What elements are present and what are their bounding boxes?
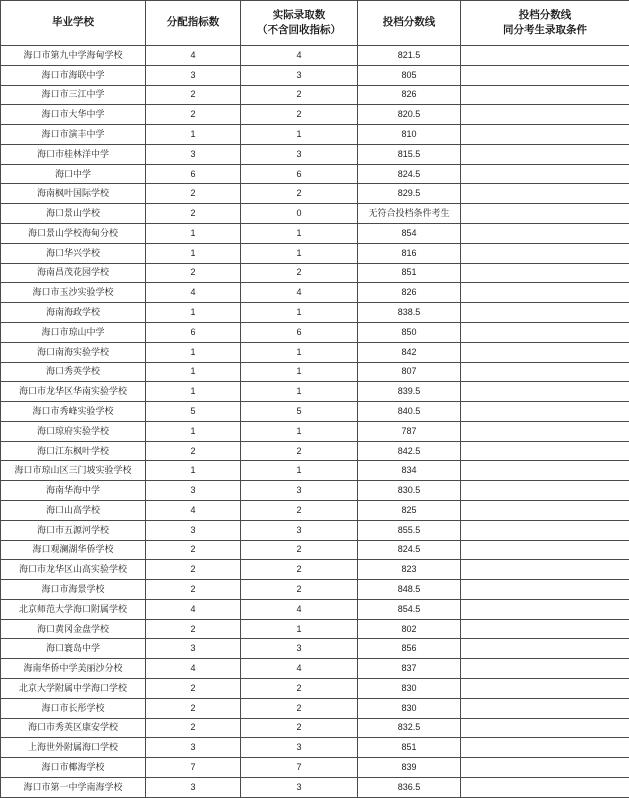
admitted-cell: 1 — [241, 342, 358, 362]
quota-cell: 2 — [146, 619, 241, 639]
table-row — [1, 362, 629, 382]
quota-cell: 1 — [146, 461, 241, 481]
score-cell: 829.5 — [358, 184, 461, 204]
school-cell: 海口市琼山中学 — [1, 322, 146, 342]
admitted-cell: 7 — [241, 758, 358, 778]
table-row — [1, 718, 629, 738]
quota-cell: 6 — [146, 322, 241, 342]
school-cell: 海口寰岛中学 — [1, 639, 146, 659]
table-row — [1, 322, 629, 342]
quota-cell: 5 — [146, 402, 241, 422]
condition-cell — [461, 322, 629, 342]
table-row — [1, 65, 629, 85]
quota-cell: 4 — [146, 46, 241, 66]
table-row — [1, 679, 629, 699]
quota-cell: 3 — [146, 520, 241, 540]
quota-cell: 2 — [146, 441, 241, 461]
table-row — [1, 204, 629, 224]
score-cell: 826 — [358, 283, 461, 303]
score-cell: 839 — [358, 758, 461, 778]
condition-cell — [461, 738, 629, 758]
score-cell: 826 — [358, 85, 461, 105]
score-cell: 850 — [358, 322, 461, 342]
table-row — [1, 540, 629, 560]
admitted-cell: 4 — [241, 46, 358, 66]
condition-cell — [461, 382, 629, 402]
score-cell: 856 — [358, 639, 461, 659]
school-cell: 海南华海中学 — [1, 481, 146, 501]
condition-cell — [461, 619, 629, 639]
condition-cell — [461, 540, 629, 560]
condition-cell — [461, 263, 629, 283]
condition-cell — [461, 85, 629, 105]
admitted-cell: 1 — [241, 619, 358, 639]
score-cell: 839.5 — [358, 382, 461, 402]
column-header-quota: 分配指标数 — [146, 1, 241, 46]
admitted-cell: 1 — [241, 243, 358, 263]
admitted-cell: 4 — [241, 659, 358, 679]
admitted-cell: 2 — [241, 540, 358, 560]
quota-cell: 3 — [146, 777, 241, 797]
quota-cell: 2 — [146, 540, 241, 560]
table-row — [1, 303, 629, 323]
table-body — [1, 46, 629, 798]
table-row — [1, 402, 629, 422]
condition-cell — [461, 224, 629, 244]
quota-cell: 2 — [146, 184, 241, 204]
score-cell: 805 — [358, 65, 461, 85]
school-cell: 海口市桂林洋中学 — [1, 144, 146, 164]
school-cell: 海口市海景学校 — [1, 580, 146, 600]
school-cell: 海口市龙华区华南实验学校 — [1, 382, 146, 402]
admitted-cell: 3 — [241, 481, 358, 501]
school-cell: 海南昌茂花园学校 — [1, 263, 146, 283]
school-cell: 海口秀英学校 — [1, 362, 146, 382]
condition-cell — [461, 283, 629, 303]
score-cell: 855.5 — [358, 520, 461, 540]
column-header-score: 投档分数线 — [358, 1, 461, 46]
table-row — [1, 580, 629, 600]
table-row — [1, 105, 629, 125]
quota-cell: 2 — [146, 263, 241, 283]
school-cell: 海口市五源河学校 — [1, 520, 146, 540]
quota-cell: 2 — [146, 105, 241, 125]
admitted-cell: 1 — [241, 421, 358, 441]
score-cell: 824.5 — [358, 540, 461, 560]
quota-cell: 1 — [146, 125, 241, 145]
score-cell: 无符合投档条件考生 — [358, 204, 461, 224]
admitted-cell: 2 — [241, 718, 358, 738]
condition-cell — [461, 164, 629, 184]
score-cell: 854 — [358, 224, 461, 244]
quota-cell: 6 — [146, 164, 241, 184]
quota-cell: 1 — [146, 382, 241, 402]
table-row — [1, 243, 629, 263]
condition-cell — [461, 461, 629, 481]
table-row — [1, 599, 629, 619]
table-row — [1, 85, 629, 105]
table-row — [1, 500, 629, 520]
admitted-cell: 2 — [241, 580, 358, 600]
condition-cell — [461, 500, 629, 520]
score-cell: 825 — [358, 500, 461, 520]
score-cell: 834 — [358, 461, 461, 481]
score-cell: 823 — [358, 560, 461, 580]
quota-cell: 2 — [146, 560, 241, 580]
admitted-cell: 2 — [241, 85, 358, 105]
table-row — [1, 164, 629, 184]
admitted-cell: 6 — [241, 322, 358, 342]
score-cell: 787 — [358, 421, 461, 441]
score-cell: 854.5 — [358, 599, 461, 619]
school-cell: 海口江东枫叶学校 — [1, 441, 146, 461]
table-row — [1, 125, 629, 145]
school-cell: 海口市大华中学 — [1, 105, 146, 125]
school-cell: 海口景山学校 — [1, 204, 146, 224]
table-row — [1, 659, 629, 679]
score-cell: 830 — [358, 698, 461, 718]
condition-cell — [461, 184, 629, 204]
score-cell: 810 — [358, 125, 461, 145]
admitted-cell: 2 — [241, 560, 358, 580]
school-cell: 海口观澜湖华侨学校 — [1, 540, 146, 560]
score-cell: 842 — [358, 342, 461, 362]
condition-cell — [461, 46, 629, 66]
quota-cell: 4 — [146, 283, 241, 303]
quota-cell: 3 — [146, 481, 241, 501]
score-cell: 830 — [358, 679, 461, 699]
table-row — [1, 46, 629, 66]
school-cell: 海口市三江中学 — [1, 85, 146, 105]
school-cell: 海口中学 — [1, 164, 146, 184]
quota-cell: 3 — [146, 738, 241, 758]
school-cell: 海口山高学校 — [1, 500, 146, 520]
quota-cell: 3 — [146, 144, 241, 164]
condition-cell — [461, 144, 629, 164]
admitted-cell: 3 — [241, 65, 358, 85]
table-row — [1, 619, 629, 639]
score-cell: 821.5 — [358, 46, 461, 66]
admitted-cell: 1 — [241, 125, 358, 145]
table-row — [1, 342, 629, 362]
table-row — [1, 441, 629, 461]
condition-cell — [461, 362, 629, 382]
table-row — [1, 283, 629, 303]
condition-cell — [461, 441, 629, 461]
admitted-cell: 2 — [241, 184, 358, 204]
condition-cell — [461, 679, 629, 699]
school-cell: 海口市第一中学南海学校 — [1, 777, 146, 797]
admitted-cell: 3 — [241, 738, 358, 758]
school-cell: 海口市琼山区三门坡实验学校 — [1, 461, 146, 481]
score-cell: 824.5 — [358, 164, 461, 184]
quota-cell: 2 — [146, 698, 241, 718]
table-row — [1, 224, 629, 244]
table-row — [1, 461, 629, 481]
quota-cell: 4 — [146, 599, 241, 619]
admitted-cell: 3 — [241, 639, 358, 659]
school-cell: 海口市秀峰实验学校 — [1, 402, 146, 422]
score-cell: 836.5 — [358, 777, 461, 797]
school-cell: 海口市第九中学海甸学校 — [1, 46, 146, 66]
admitted-cell: 1 — [241, 224, 358, 244]
table-row — [1, 698, 629, 718]
school-cell: 海口市秀英区康安学校 — [1, 718, 146, 738]
quota-cell: 1 — [146, 362, 241, 382]
quota-cell: 1 — [146, 342, 241, 362]
condition-cell — [461, 520, 629, 540]
column-header-admitted: 实际录取数 （不含回收指标） — [241, 1, 358, 46]
school-cell: 海南海政学校 — [1, 303, 146, 323]
quota-cell: 7 — [146, 758, 241, 778]
quota-cell: 2 — [146, 580, 241, 600]
condition-cell — [461, 659, 629, 679]
quota-cell: 4 — [146, 659, 241, 679]
condition-cell — [461, 65, 629, 85]
condition-cell — [461, 125, 629, 145]
school-cell: 海口市玉沙实验学校 — [1, 283, 146, 303]
table-row — [1, 560, 629, 580]
condition-cell — [461, 342, 629, 362]
quota-cell: 3 — [146, 639, 241, 659]
table-row — [1, 144, 629, 164]
table-row — [1, 520, 629, 540]
score-cell: 851 — [358, 263, 461, 283]
quota-cell: 2 — [146, 718, 241, 738]
admitted-cell: 2 — [241, 441, 358, 461]
score-cell: 807 — [358, 362, 461, 382]
score-cell: 815.5 — [358, 144, 461, 164]
quota-cell: 2 — [146, 679, 241, 699]
score-cell: 842.5 — [358, 441, 461, 461]
admitted-cell: 2 — [241, 500, 358, 520]
table-head — [1, 1, 629, 46]
condition-cell — [461, 105, 629, 125]
quota-cell: 1 — [146, 421, 241, 441]
score-cell: 851 — [358, 738, 461, 758]
condition-cell — [461, 758, 629, 778]
school-cell: 海口黄冈金盘学校 — [1, 619, 146, 639]
score-cell: 837 — [358, 659, 461, 679]
score-cell: 830.5 — [358, 481, 461, 501]
score-cell: 802 — [358, 619, 461, 639]
condition-cell — [461, 599, 629, 619]
school-cell: 北京师范大学海口附属学校 — [1, 599, 146, 619]
column-header-school: 毕业学校 — [1, 1, 146, 46]
school-cell: 海口华兴学校 — [1, 243, 146, 263]
admitted-cell: 0 — [241, 204, 358, 224]
admitted-cell: 2 — [241, 263, 358, 283]
school-cell: 海南枫叶国际学校 — [1, 184, 146, 204]
table-row — [1, 421, 629, 441]
column-header-condition: 投档分数线 同分考生录取条件 — [461, 1, 629, 46]
school-cell: 北京大学附属中学海口学校 — [1, 679, 146, 699]
condition-cell — [461, 303, 629, 323]
table-row — [1, 184, 629, 204]
school-cell: 海口南海实验学校 — [1, 342, 146, 362]
school-cell: 海口市海联中学 — [1, 65, 146, 85]
score-cell: 848.5 — [358, 580, 461, 600]
condition-cell — [461, 204, 629, 224]
admitted-cell: 1 — [241, 303, 358, 323]
condition-cell — [461, 580, 629, 600]
school-cell: 海南华侨中学美丽沙分校 — [1, 659, 146, 679]
admitted-cell: 3 — [241, 777, 358, 797]
table-row — [1, 639, 629, 659]
school-cell: 海口景山学校海甸分校 — [1, 224, 146, 244]
score-cell: 838.5 — [358, 303, 461, 323]
condition-cell — [461, 560, 629, 580]
admitted-cell: 1 — [241, 461, 358, 481]
quota-cell: 1 — [146, 303, 241, 323]
school-cell: 海口市演丰中学 — [1, 125, 146, 145]
quota-cell: 1 — [146, 243, 241, 263]
admitted-cell: 5 — [241, 402, 358, 422]
quota-cell: 3 — [146, 65, 241, 85]
table-row — [1, 382, 629, 402]
admitted-cell: 4 — [241, 599, 358, 619]
condition-cell — [461, 777, 629, 797]
condition-cell — [461, 718, 629, 738]
condition-cell — [461, 698, 629, 718]
admitted-cell: 1 — [241, 382, 358, 402]
admitted-cell: 2 — [241, 698, 358, 718]
admitted-cell: 2 — [241, 679, 358, 699]
table-row — [1, 758, 629, 778]
admitted-cell: 1 — [241, 362, 358, 382]
condition-cell — [461, 421, 629, 441]
score-cell: 840.5 — [358, 402, 461, 422]
quota-cell: 1 — [146, 224, 241, 244]
table-row — [1, 738, 629, 758]
condition-cell — [461, 243, 629, 263]
admitted-cell: 4 — [241, 283, 358, 303]
table-row — [1, 777, 629, 797]
school-cell: 上海世外附属海口学校 — [1, 738, 146, 758]
school-cell: 海口琼府实验学校 — [1, 421, 146, 441]
score-cell: 816 — [358, 243, 461, 263]
score-cell: 820.5 — [358, 105, 461, 125]
admitted-cell: 3 — [241, 144, 358, 164]
admitted-cell: 3 — [241, 520, 358, 540]
condition-cell — [461, 481, 629, 501]
table-row — [1, 481, 629, 501]
table-row — [1, 263, 629, 283]
quota-cell: 2 — [146, 204, 241, 224]
score-cell: 832.5 — [358, 718, 461, 738]
school-cell: 海口市椰海学校 — [1, 758, 146, 778]
admitted-cell: 2 — [241, 105, 358, 125]
quota-cell: 4 — [146, 500, 241, 520]
quota-cell: 2 — [146, 85, 241, 105]
condition-cell — [461, 402, 629, 422]
table-header-row — [1, 1, 629, 46]
condition-cell — [461, 639, 629, 659]
school-cell: 海口市长彤学校 — [1, 698, 146, 718]
school-cell: 海口市龙华区山高实验学校 — [1, 560, 146, 580]
admitted-cell: 6 — [241, 164, 358, 184]
